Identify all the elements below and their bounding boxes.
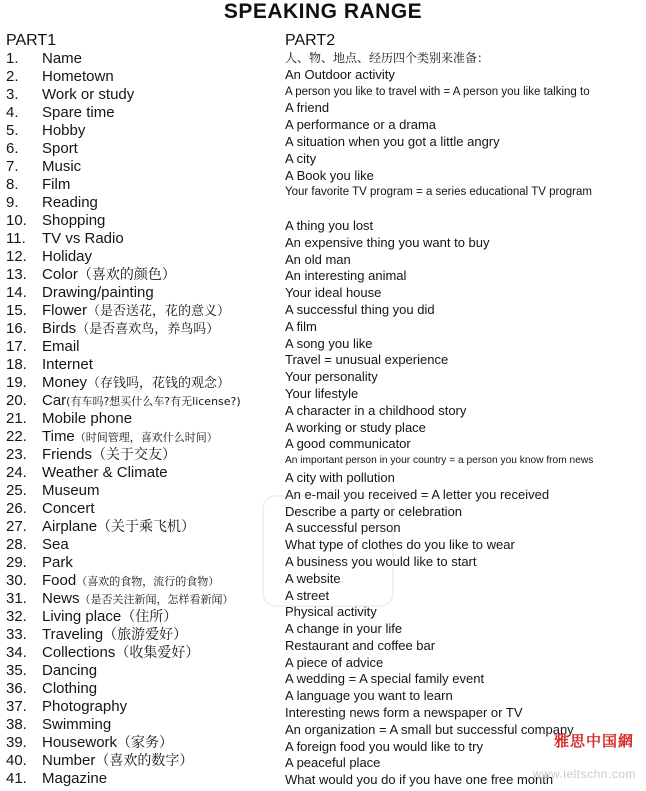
part1-item (6, 266, 278, 284)
part1-topic-label: Email (42, 338, 80, 355)
part1-topic-label: Flower (42, 302, 88, 319)
part1-item-number: 18. (6, 356, 27, 373)
part1-item-number: 7. (6, 158, 19, 175)
part1-item-number: 11. (6, 230, 26, 247)
part1-item-topic (42, 302, 278, 320)
part1-topic-label: Swimming (42, 716, 112, 733)
part1-item (6, 338, 278, 356)
part1-item (6, 572, 278, 590)
part1-item-topic (42, 266, 278, 284)
part1-item-topic (42, 752, 278, 770)
part1-item-note: （是否送花，花的意义） (87, 304, 231, 319)
part2-item: Describe a party or celebration (285, 503, 463, 519)
part1-topic-label: Reading (42, 194, 98, 211)
part1-item-number: 35. (6, 662, 27, 679)
part2-item: An expensive thing you want to buy (285, 234, 490, 250)
part2-item: A piece of advice (285, 654, 384, 670)
part2-item: Interesting news form a newspaper or TV (285, 705, 523, 721)
part1-item-topic (42, 482, 278, 500)
part1-topic-label: Weather & Climate (42, 464, 168, 481)
part1-topic-label: Sport (42, 140, 78, 157)
part1-item-number: 41. (6, 770, 27, 787)
part1-column (6, 32, 278, 788)
part1-item-topic (42, 50, 278, 68)
part1-item-note: （关于乘飞机） (97, 519, 196, 535)
part1-item-number: 40. (6, 752, 27, 769)
part1-item-number: 8. (6, 176, 19, 193)
part1-item-number: 30. (6, 572, 27, 589)
part2-item: A situation when you got a little angry (285, 133, 500, 149)
part2-item: A business you would like to start (285, 553, 477, 569)
part2-item: A Book you like (285, 167, 374, 183)
part1-item (6, 464, 278, 482)
part1-item-topic (42, 698, 278, 716)
part1-item (6, 410, 278, 428)
part1-item-topic (42, 392, 278, 410)
part2-item: Your ideal house (285, 285, 382, 301)
part2-item: Your lifestyle (285, 385, 359, 401)
part1-item-number: 1. (6, 50, 19, 67)
part1-topic-label: News (42, 590, 80, 607)
part1-item-topic (42, 500, 278, 518)
part1-topic-label: Work or study (42, 86, 135, 103)
part2-intro: 人、物、地点、经历四个类别来准备： (285, 51, 490, 65)
part2-item: What type of clothes do you like to wear (285, 537, 515, 553)
part1-item-topic (42, 590, 278, 608)
part2-item: A peaceful place (285, 755, 381, 771)
part1-topic-label: Magazine (42, 770, 108, 787)
part1-item-topic (42, 356, 278, 374)
part1-item-topic (42, 140, 278, 158)
part1-topic-label: Photography (42, 698, 128, 715)
part2-item: A person you like to travel with = A person you like talking to (285, 85, 590, 98)
part1-item-topic (42, 248, 278, 266)
part1-item (6, 104, 278, 122)
part1-topic-label: Housework (42, 734, 118, 751)
part1-item-topic (42, 554, 278, 572)
part1-topic-label: TV vs Radio (42, 230, 124, 247)
part1-item (6, 248, 278, 266)
part2-item: A city with pollution (285, 469, 395, 485)
part1-item (6, 176, 278, 194)
part2-heading: PART2 (285, 32, 336, 49)
part1-item (6, 392, 278, 410)
part1-item-note: （收集爱好） (115, 645, 200, 661)
part1-topic-label: Hometown (42, 68, 114, 85)
part1-item (6, 734, 278, 752)
part1-item (6, 608, 278, 626)
part1-item (6, 698, 278, 716)
part1-item-number: 21. (6, 410, 27, 427)
part1-item (6, 194, 278, 212)
part1-item-number: 4. (6, 104, 19, 121)
watermark-brand: 雅思中国網 (553, 732, 634, 750)
part2-item: A thing you lost (285, 217, 374, 233)
part1-item-topic (42, 680, 278, 698)
part1-item-topic (42, 338, 278, 356)
part1-item-topic (42, 770, 278, 788)
part1-topic-label: Name (42, 50, 83, 67)
part1-item-note: （家务） (117, 735, 174, 751)
part1-item-topic (42, 608, 278, 626)
part1-item-topic (42, 518, 278, 536)
part1-topic-label: Birds (42, 320, 77, 337)
part1-item-number: 33. (6, 626, 27, 643)
part1-topic-label: Number (42, 752, 96, 769)
part1-item-topic (42, 536, 278, 554)
part1-item (6, 662, 278, 680)
part1-item-topic (42, 86, 278, 104)
part1-item-number: 36. (6, 680, 27, 697)
part1-item (6, 320, 278, 338)
part2-item: A change in your life (285, 621, 403, 637)
part1-topic-label: Drawing/painting (42, 284, 154, 301)
part1-item-topic (42, 464, 278, 482)
part2-item: What would you do if you have one free month (285, 772, 554, 788)
part1-item (6, 680, 278, 698)
part1-item-number: 19. (6, 374, 27, 391)
part1-item-topic (42, 572, 278, 590)
part1-topic-label: Airplane (42, 518, 98, 535)
part2-item: An old man (285, 251, 351, 267)
part2-item: A character in a childhood story (285, 402, 467, 418)
part1-topic-label: Collections (42, 644, 116, 661)
part1-item-topic (42, 104, 278, 122)
part1-item-number: 12. (6, 248, 27, 265)
part2-item: A good communicator (285, 436, 411, 452)
part1-item (6, 482, 278, 500)
part1-item (6, 770, 278, 788)
part1-item-number: 10. (6, 212, 27, 229)
part2-item: A song you like (285, 335, 373, 351)
part1-item-topic (42, 230, 278, 248)
part1-item (6, 716, 278, 734)
part2-item: A film (285, 318, 317, 334)
part1-item-number: 29. (6, 554, 27, 571)
part1-item-number: 6. (6, 140, 19, 157)
part2-item: Your favorite TV program = a series educational TV program (285, 186, 592, 199)
part1-item-number: 37. (6, 698, 27, 715)
part1-topic-label: Holiday (42, 248, 93, 265)
part1-item-number: 16. (6, 320, 27, 337)
part2-item: A working or study place (285, 419, 426, 435)
part1-item-note: （住所） (121, 609, 178, 625)
part1-item-number: 2. (6, 68, 19, 85)
part1-item-note: （喜欢的数字） (95, 753, 194, 769)
part1-topic-label: Music (42, 158, 82, 175)
part1-topic-label: Food (42, 572, 77, 589)
part1-item (6, 500, 278, 518)
part1-item (6, 86, 278, 104)
part1-item-note: （时间管理，喜欢什么时间） (74, 431, 218, 444)
part1-item-note: （喜欢的食物，流行的食物） (76, 575, 220, 588)
part1-item-topic (42, 122, 278, 140)
part1-topic-label: Clothing (42, 680, 98, 697)
part1-heading: PART1 (6, 32, 57, 49)
part1-item (6, 644, 278, 662)
part1-item-note: （旅游爱好） (103, 627, 188, 643)
part2-item: A successful person (285, 520, 401, 536)
part2-topic-list (285, 67, 643, 789)
part2-item: Physical activity (285, 604, 377, 620)
part1-item (6, 428, 278, 446)
part1-topic-label: Car (42, 392, 67, 409)
part1-item-note: （存钱吗，花钱的观念） (87, 376, 231, 391)
part1-item-number: 27. (6, 518, 27, 535)
part1-topic-label: Friends (42, 446, 93, 463)
part1-item-number: 31. (6, 590, 27, 607)
part1-item-note: （是否关注新闻，怎样看新闻） (79, 593, 234, 606)
part1-item-topic (42, 320, 278, 338)
part1-item-number: 5. (6, 122, 19, 139)
part2-item: An Outdoor activity (285, 66, 395, 82)
part2-column (285, 32, 643, 789)
part1-item (6, 122, 278, 140)
part2-item: A friend (285, 100, 330, 116)
part1-item (6, 554, 278, 572)
part1-item (6, 158, 278, 176)
part2-item: A street (285, 587, 330, 603)
part1-item (6, 374, 278, 392)
part2-item: Restaurant and coffee bar (285, 637, 436, 653)
part1-item (6, 518, 278, 536)
part1-item-number: 28. (6, 536, 27, 553)
part1-item-number: 25. (6, 482, 27, 499)
part1-item (6, 752, 278, 770)
part1-item-number: 23. (6, 446, 27, 463)
part1-item-note: （喜欢的颜色） (77, 267, 176, 283)
part1-item-topic (42, 734, 278, 752)
part1-item-number: 38. (6, 716, 27, 733)
part1-item (6, 356, 278, 374)
part1-item-topic (42, 68, 278, 86)
part1-topic-label: Hobby (42, 122, 86, 139)
part2-item: A city (285, 150, 317, 166)
part1-topic-label: Living place (42, 608, 122, 625)
part2-item: A language you want to learn (285, 688, 453, 704)
part1-item-topic (42, 158, 278, 176)
part1-item-number: 3. (6, 86, 19, 103)
part1-topic-label: Time (42, 428, 75, 445)
part1-item-note: (有车吗?想买什么车?有无license?) (66, 395, 241, 408)
part1-item-topic (42, 284, 278, 302)
part1-item-number: 24. (6, 464, 27, 481)
part2-item: Travel = unusual experience (285, 352, 449, 368)
part1-item-topic (42, 626, 278, 644)
part1-item-number: 20. (6, 392, 27, 409)
part1-item-topic (42, 212, 278, 230)
part2-item: An organization = A small but successful company (285, 721, 574, 737)
part1-item-number: 13. (6, 266, 27, 283)
part1-topic-label: Dancing (42, 662, 98, 679)
part1-item-topic (42, 194, 278, 212)
part1-topic-label: Mobile phone (42, 410, 133, 427)
part1-topic-list (6, 50, 278, 788)
part1-topic-label: Traveling (42, 626, 104, 643)
part1-item (6, 626, 278, 644)
part1-topic-label: Concert (42, 500, 95, 517)
part1-item-topic (42, 644, 278, 662)
part1-topic-label: Museum (42, 482, 100, 499)
part1-item (6, 50, 278, 68)
part2-item: A wedding = A special family event (285, 671, 485, 687)
part1-topic-label: Color (42, 266, 78, 283)
part2-item: An important person in your country = a person you know from news (285, 455, 594, 467)
part2-item: A performance or a drama (285, 117, 437, 133)
part1-item-note: （是否喜欢鸟，养鸟吗） (76, 322, 220, 337)
part1-item-number: 32. (6, 608, 27, 625)
part1-item-number: 39. (6, 734, 27, 751)
part1-topic-label: Money (42, 374, 88, 391)
part1-item-number: 15. (6, 302, 27, 319)
part1-item (6, 446, 278, 464)
part2-item: An e-mail you received = A letter you received (285, 486, 550, 502)
part1-topic-label: Internet (42, 356, 93, 373)
part1-item-number: 17. (6, 338, 27, 355)
part1-topic-label: Sea (42, 536, 69, 553)
part2-item: An interesting animal (285, 268, 407, 284)
part1-item (6, 212, 278, 230)
part1-item-topic (42, 716, 278, 734)
part1-topic-label: Shopping (42, 212, 106, 229)
part1-item (6, 68, 278, 86)
part1-item-topic (42, 410, 278, 428)
watermark-url: www.ieltschn.com (532, 767, 636, 781)
part1-item (6, 536, 278, 554)
part2-item: A successful thing you did (285, 301, 435, 317)
part1-item-number: 9. (6, 194, 19, 211)
part1-item-topic (42, 446, 278, 464)
part1-item-note: （关于交友） (92, 447, 177, 463)
part1-item (6, 140, 278, 158)
part1-item-number: 26. (6, 500, 27, 517)
part1-item-number: 14. (6, 284, 27, 301)
part1-item-topic (42, 428, 278, 446)
part1-topic-label: Spare time (42, 104, 115, 121)
part2-item: Your personality (285, 369, 378, 385)
part1-item (6, 284, 278, 302)
part1-item-topic (42, 176, 278, 194)
part1-item-topic (42, 662, 278, 680)
part1-item (6, 230, 278, 248)
part1-item-number: 34. (6, 644, 27, 661)
part1-topic-label: Film (42, 176, 71, 193)
page-title: SPEAKING RANGE (223, 0, 423, 23)
part1-item-topic (42, 374, 278, 392)
part1-item-number: 22. (6, 428, 27, 445)
part1-item (6, 302, 278, 320)
part1-item (6, 590, 278, 608)
part1-topic-label: Park (42, 554, 73, 571)
part2-item: A website (285, 570, 341, 586)
part2-item: A foreign food you would like to try (285, 738, 484, 754)
